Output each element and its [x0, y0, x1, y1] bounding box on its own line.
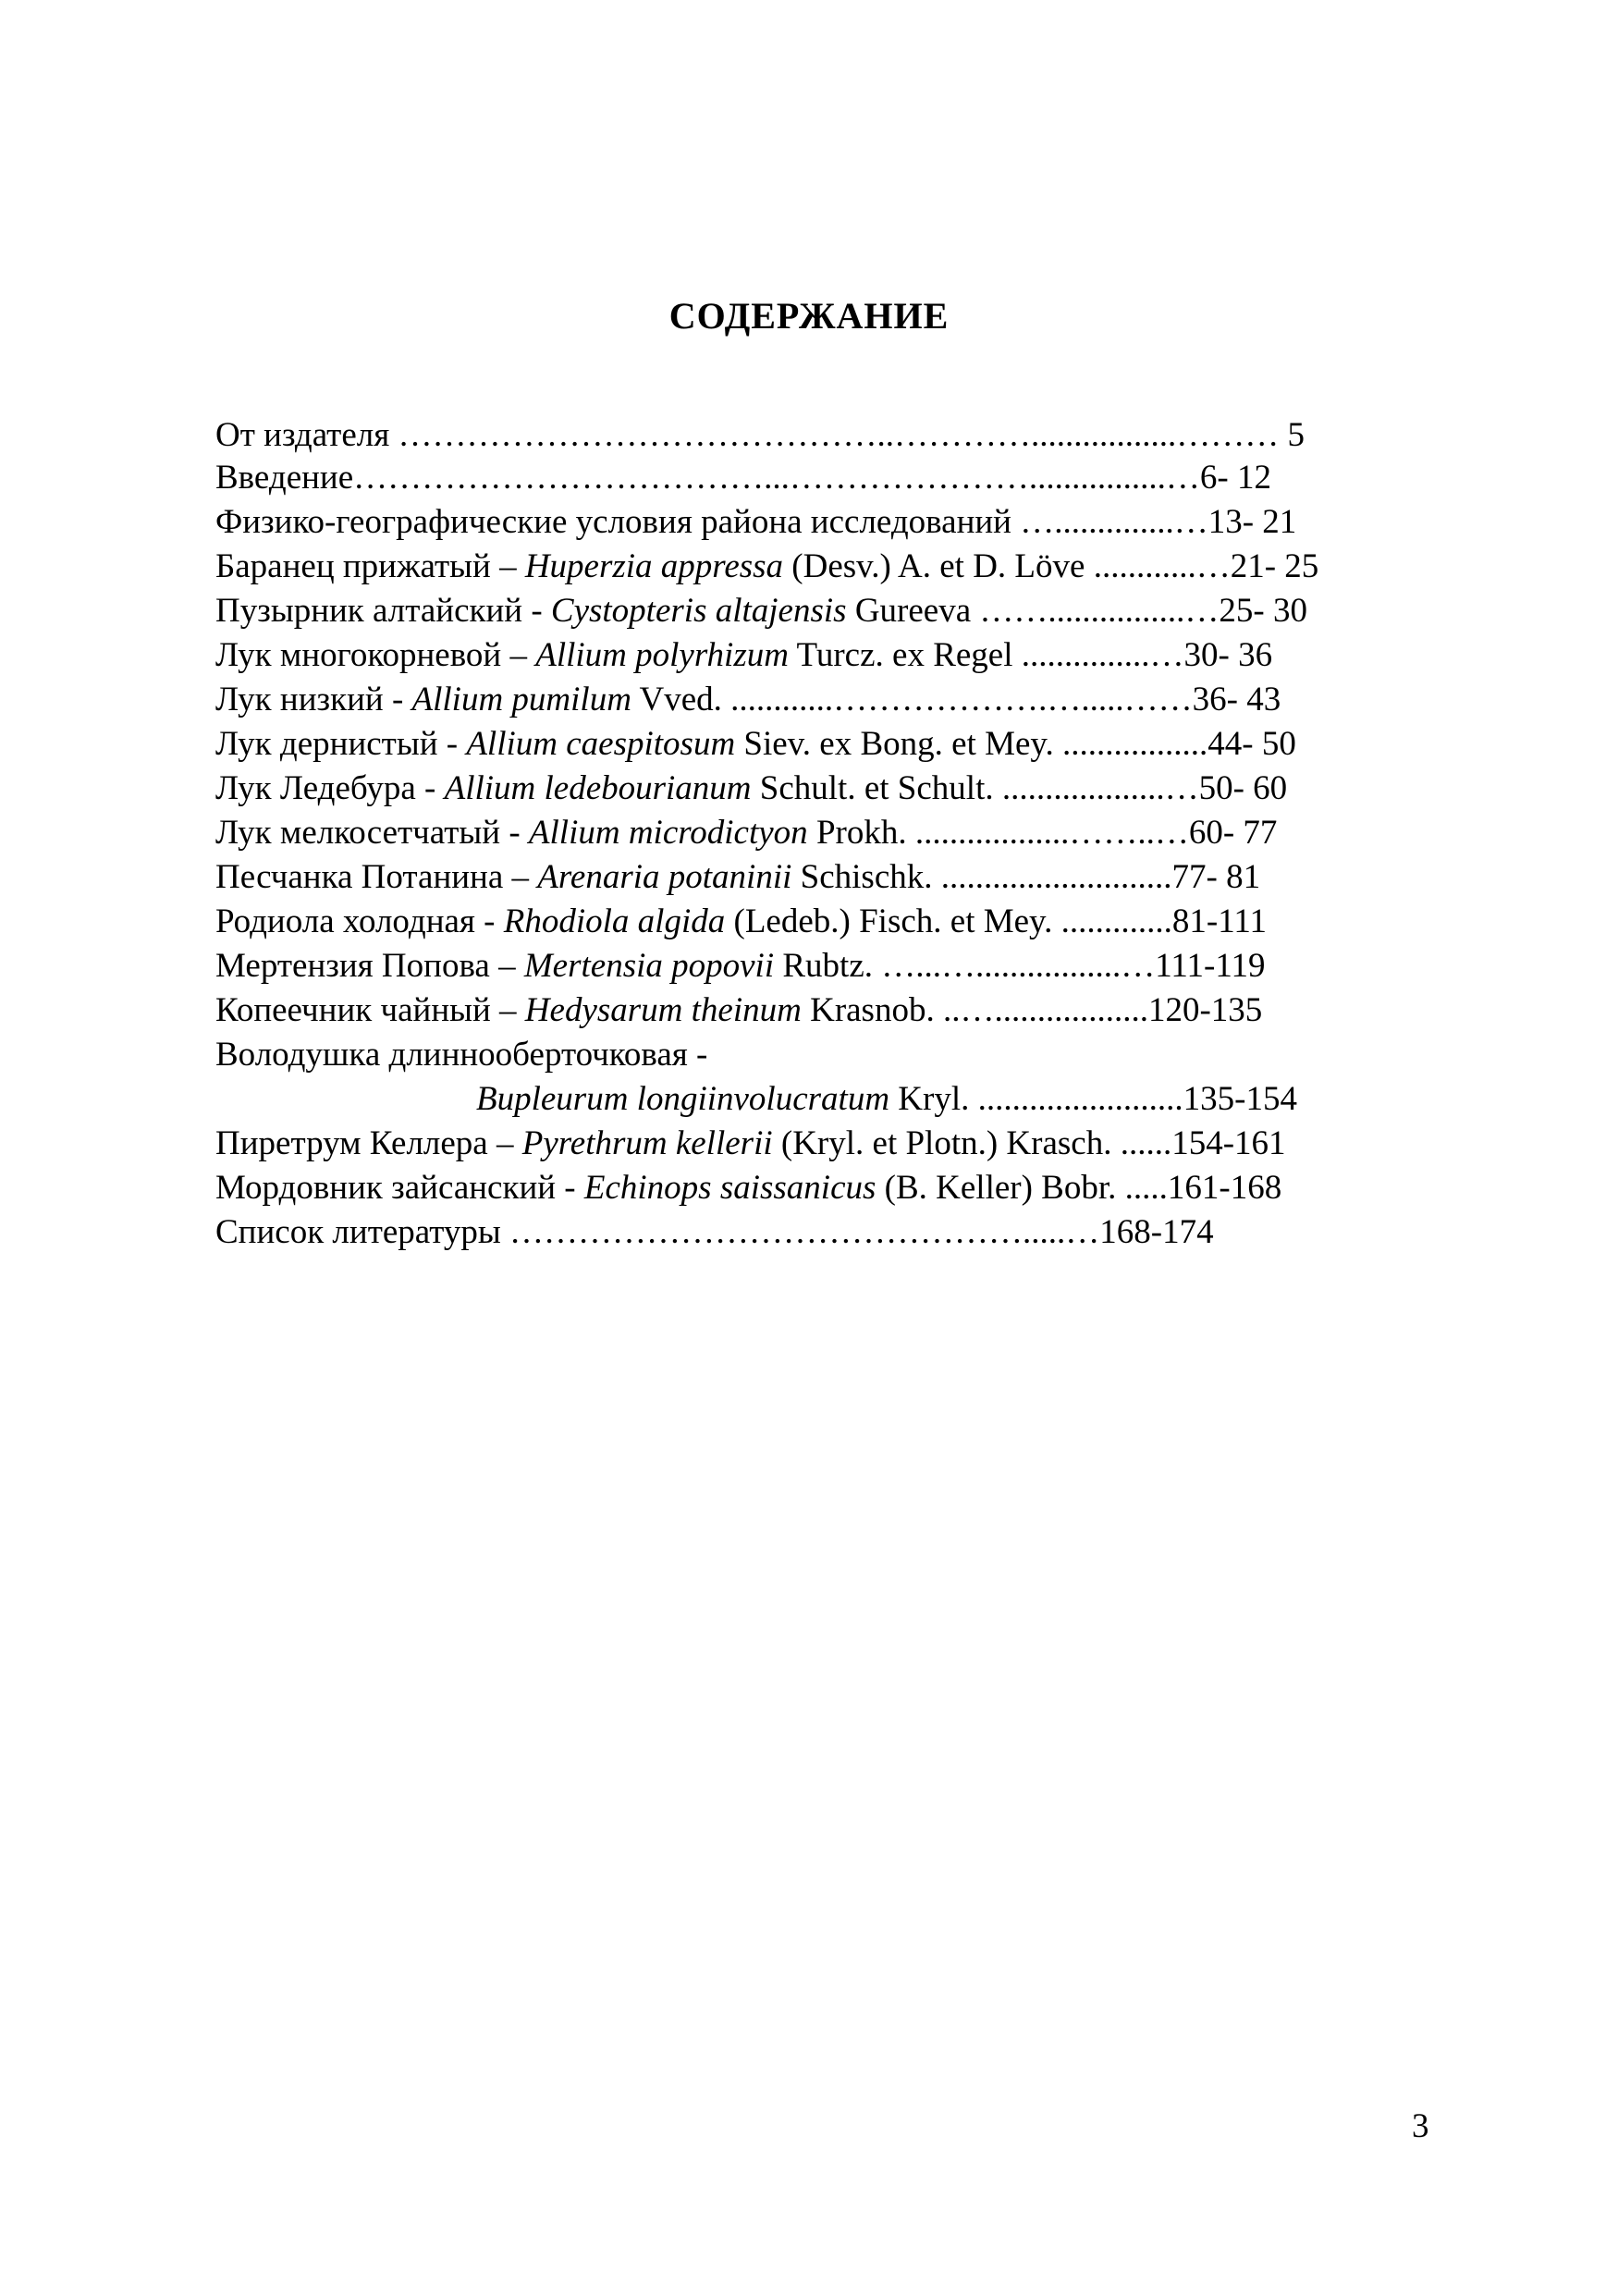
entry-page-range: 120-135 [1147, 991, 1263, 1029]
entry-authority: Siev. ex Bong. et Mey. [735, 725, 1054, 763]
entry-authority: Rubtz. [774, 947, 874, 985]
entry-common-name: Родиола холодная - [215, 902, 504, 940]
entry-species-name: Mertensia popovii [523, 947, 775, 985]
entry-species-name: Huperzia appressa [524, 547, 784, 585]
toc-entry[interactable] [215, 722, 1436, 767]
entry-title: Список литературы [215, 1213, 501, 1251]
toc-entry[interactable] [215, 633, 1436, 678]
entry-authority: Schult. et Schult. [751, 769, 994, 807]
entry-species-name: Echinops saissanicus [583, 1169, 876, 1207]
entry-authority: Gureeva [846, 592, 972, 630]
entry-dot-leader: ……………………………………….....… [500, 1213, 1100, 1251]
entry-common-name: Лук низкий - [215, 681, 412, 718]
entry-common-name: Пиретрум Келлера – [215, 1124, 522, 1162]
entry-title: Володушка длиннооберточковая - [215, 1036, 708, 1074]
entry-dot-leader: ................. [1053, 725, 1208, 763]
entry-dot-leader: ............……………….….....…… [721, 681, 1193, 718]
toc-entry[interactable] [215, 811, 1436, 855]
entry-title: От издателя [215, 416, 390, 454]
toc-entry[interactable] [215, 900, 1436, 944]
entry-page-range: 161-168 [1167, 1169, 1282, 1207]
entry-common-name: Лук дернистый - [215, 725, 467, 763]
entry-species-name: Allium ledebourianum [444, 769, 752, 807]
entry-page-range: 13- 21 [1207, 503, 1297, 541]
entry-species-name: Allium caespitosum [466, 725, 736, 763]
entry-dot-leader: ........................ [969, 1080, 1183, 1118]
entry-dot-leader: ...............… [1012, 636, 1184, 674]
entry-species-name: Allium pumilum [411, 681, 631, 718]
toc-entry[interactable] [215, 988, 1436, 1033]
entry-authority: Prokh. [807, 814, 907, 852]
entry-dot-leader: …..............… [1011, 503, 1208, 541]
entry-dot-leader: ……................… [971, 592, 1220, 630]
toc-entry[interactable] [215, 1122, 1436, 1166]
entry-authority: Kryl. [889, 1080, 970, 1118]
entry-page-range: 60- 77 [1188, 814, 1278, 852]
toc-entry[interactable] [215, 944, 1436, 988]
toc-entry[interactable] [215, 1210, 1436, 1255]
entry-species-name: Pyrethrum kellerii [521, 1124, 773, 1162]
entry-page-range: 50- 60 [1198, 769, 1288, 807]
toc-entry[interactable] [215, 1033, 1436, 1077]
entry-dot-leader: ………………………………...…………………................… [353, 459, 1200, 497]
toc-entry[interactable] [215, 678, 1436, 722]
entry-page-range: 168-174 [1099, 1213, 1214, 1251]
entry-common-name: Мертензия Попова – [215, 947, 524, 985]
entry-page-range: 5 [1287, 416, 1305, 454]
entry-dot-leader: ..... [1116, 1169, 1168, 1207]
toc-entry[interactable] [215, 855, 1436, 900]
entry-dot-leader: ...................… [993, 769, 1199, 807]
entry-authority: (Kryl. et Plotn.) Krasch. [772, 1124, 1112, 1162]
entry-page-range: 154-161 [1171, 1124, 1286, 1162]
entry-page-range: 135-154 [1183, 1080, 1297, 1118]
entry-common-name: Лук мелкосетчатый - [215, 814, 529, 852]
toc-entry[interactable] [215, 456, 1436, 500]
entry-authority: Schischk. [791, 858, 933, 896]
entry-title: Введение [215, 459, 354, 497]
entry-common-name: Копеечник чайный – [215, 991, 525, 1029]
entry-page-range: 6- 12 [1199, 459, 1271, 497]
entry-page-range: 111-119 [1155, 947, 1266, 985]
entry-dot-leader: ............. [1052, 902, 1172, 940]
entry-page-range: 81-111 [1171, 902, 1267, 940]
entry-species-name: Bupleurum longiinvolucratum [476, 1080, 890, 1118]
entry-page-range: 77- 81 [1171, 858, 1261, 896]
entry-authority: Vved. [631, 681, 722, 718]
entry-page-range: 36- 43 [1192, 681, 1281, 718]
toc-entry[interactable] [215, 545, 1436, 589]
entry-dot-leader: ...... [1111, 1124, 1172, 1162]
entry-common-name: Лук многокорневой – [215, 636, 536, 674]
entry-common-name: Мордовник зайсанский - [215, 1169, 584, 1207]
entry-authority: (Ledeb.) Fisch. et Mey. [725, 902, 1053, 940]
entry-dot-leader: ..................……..… [906, 814, 1189, 852]
entry-dot-leader: ..….................. [934, 991, 1148, 1029]
entry-common-name: Песчанка Потанина – [215, 858, 538, 896]
page-number: 3 [1412, 2107, 1429, 2145]
entry-species-name: Rhodiola algida [503, 902, 726, 940]
entry-species-name: Cystopteris altajensis [550, 592, 847, 630]
entry-dot-leader: ……………………………………..………….................……… [389, 416, 1288, 454]
entry-authority: (Desv.) A. et D. Löve [783, 547, 1085, 585]
entry-dot-leader: ........................... [932, 858, 1172, 896]
entry-authority: Krasnob. [801, 991, 935, 1029]
entry-dot-leader: …...….................… [873, 947, 1156, 985]
entry-species-name: Hedysarum theinum [524, 991, 802, 1029]
entry-authority: Turcz. ex Regel [788, 636, 1013, 674]
entry-common-name: Баранец прижатый – [215, 547, 525, 585]
toc-entry[interactable] [215, 500, 1436, 545]
page-title: СОДЕРЖАНИЕ [668, 295, 950, 337]
entry-dot-leader: ............… [1085, 547, 1231, 585]
entry-page-range: 21- 25 [1230, 547, 1319, 585]
entry-page-range: 44- 50 [1207, 725, 1296, 763]
entry-species-name: Allium polyrhizum [535, 636, 789, 674]
entry-species-name: Allium microdictyon [528, 814, 808, 852]
toc-entry[interactable] [215, 767, 1436, 811]
entry-page-range: 30- 36 [1183, 636, 1273, 674]
toc-entry[interactable] [215, 413, 1436, 456]
toc-entry[interactable] [215, 1077, 1436, 1122]
toc-entry[interactable] [215, 589, 1436, 633]
entry-common-name: Лук Ледебура - [215, 769, 445, 807]
toc-entry[interactable] [215, 1166, 1436, 1210]
entry-species-name: Arenaria potaninii [537, 858, 792, 896]
entry-common-name: Пузырник алтайский - [215, 592, 551, 630]
table-of-contents [215, 413, 1436, 1255]
entry-page-range: 25- 30 [1219, 592, 1307, 630]
entry-title: Физико-географические условия района исследований [215, 503, 1011, 541]
entry-authority: (B. Keller) Bobr. [876, 1169, 1117, 1207]
